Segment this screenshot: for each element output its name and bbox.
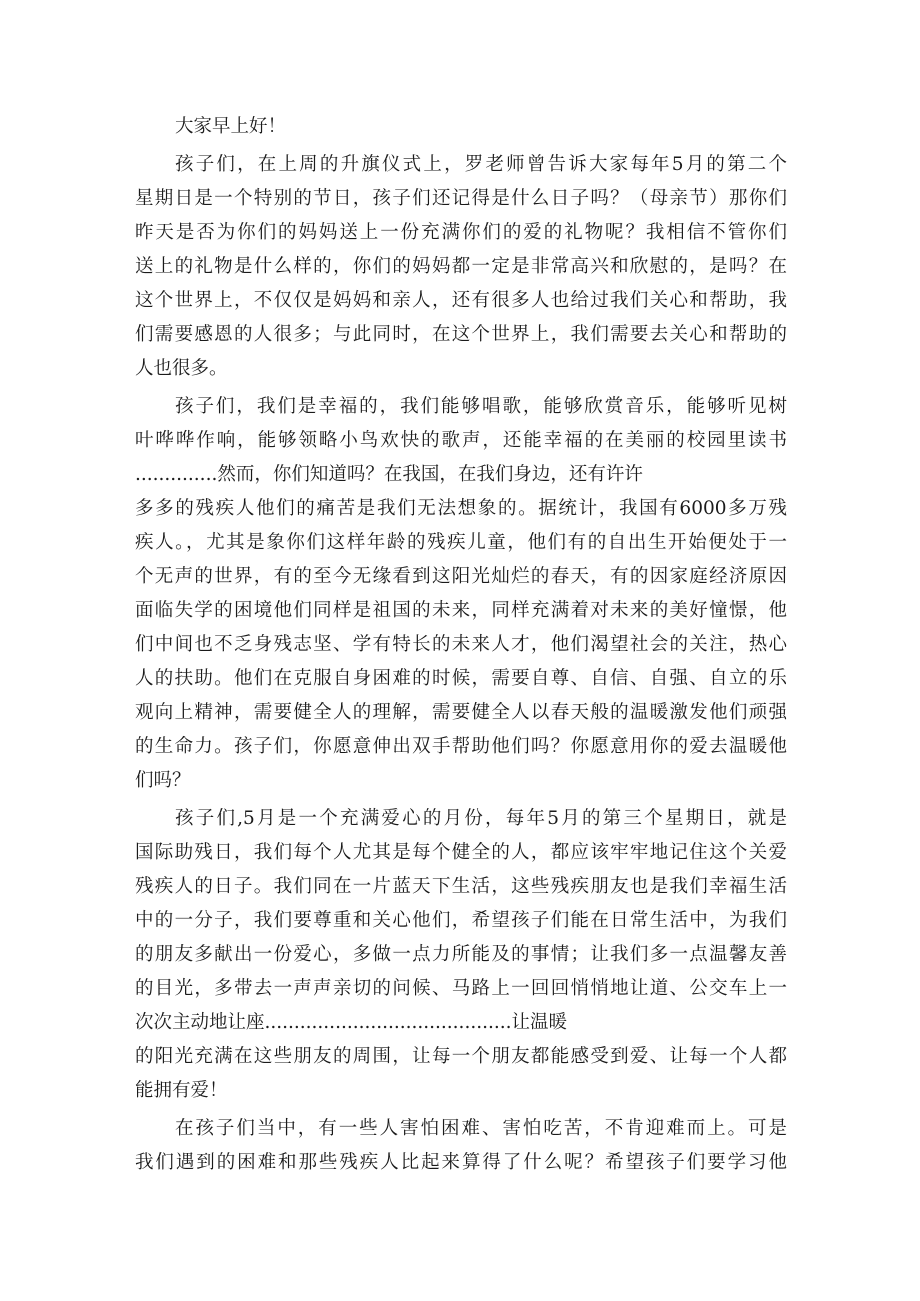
paragraph-4 [135, 1112, 787, 1180]
paragraph-line: 的目光，多带去一声声亲切的问候、马路上一回回悄悄地让道、公交车上一 [135, 978, 787, 999]
paragraph-line: 残疾人的日子。我们同在一片蓝天下生活，这些残疾朋友也是我们幸福生活 [135, 876, 787, 897]
paragraph-line: 能拥有爱！ [135, 1080, 228, 1101]
paragraph-line: 人也很多。 [135, 358, 228, 379]
paragraph-line: ..............然而，你们知道吗？在我国，在我们身边，还有许许 [135, 464, 643, 485]
paragraph-line: 送上的礼物是什么样的，你们的妈妈都一定是非常高兴和欣慰的，是吗？在 [135, 256, 787, 277]
paragraph-1 [135, 148, 787, 386]
paragraph-line: 这个世界上，不仅仅是妈妈和亲人，还有很多人也给过我们关心和帮助，我 [135, 290, 787, 311]
paragraph-line: 孩子们,5月是一个充满爱心的月份，每年5月的第三个星期日，就是 [175, 808, 787, 829]
paragraph-line: 们吗？ [135, 770, 191, 791]
paragraph-line: 国际助残日，我们每个人尤其是每个健全的人，都应该牢牢地记住这个关爱 [135, 842, 787, 863]
paragraph-line: 多多的残疾人他们的痛苦是我们无法想象的。据统计，我国有6000多万残 [135, 498, 787, 519]
paragraph-line: 孩子们，我们是幸福的，我们能够唱歌，能够欣赏音乐，能够听见树 [175, 396, 787, 417]
paragraph-line: 们中间也不乏身残志坚、学有特长的未来人才，他们渴望社会的关注，热心 [135, 634, 787, 655]
paragraph-line: 昨天是否为你们的妈妈送上一份充满你们的爱的礼物呢？我相信不管你们 [135, 222, 787, 243]
paragraph-line: 的阳光充满在这些朋友的周围，让每一个朋友都能感受到爱、让每一个人都 [135, 1046, 787, 1067]
paragraph-line: 面临失学的困境他们同样是祖国的未来，同样充满着对未来的美好憧憬，他 [135, 600, 787, 621]
paragraph-2 [135, 390, 787, 798]
paragraph-line: 们需要感恩的人很多；与此同时，在这个世界上，我们需要去关心和帮助的 [135, 324, 787, 345]
paragraph-line: 的生命力。孩子们，你愿意伸出双手帮助他们吗？你愿意用你的爱去温暖他 [135, 736, 787, 757]
paragraph-line: 在孩子们当中，有一些人害怕困难、害怕吃苦，不肯迎难而上。可是 [175, 1118, 787, 1139]
paragraph-line: 孩子们，在上周的升旗仪式上，罗老师曾告诉大家每年5月的第二个 [175, 154, 787, 175]
paragraph-line: 的朋友多献出一份爱心，多做一点力所能及的事情；让我们多一点温馨友善 [135, 944, 787, 965]
paragraph-line: 个无声的世界，有的至今无缘看到这阳光灿烂的春天，有的因家庭经济原因 [135, 566, 787, 587]
paragraph-line: 次次主动地让座..........................................让温暖 [135, 1012, 567, 1033]
document-body [135, 110, 787, 1180]
paragraph-line: 叶哗哗作响，能够领略小鸟欢快的歌声，还能幸福的在美丽的校园里读书 [135, 430, 787, 451]
paragraph-line: 观向上精神，需要健全人的理解，需要健全人以春天般的温暖激发他们顽强 [135, 702, 787, 723]
greeting: 大家早上好！ [175, 116, 287, 137]
paragraph-line: 中的一分子，我们要尊重和关心他们，希望孩子们能在日常生活中，为我们 [135, 910, 787, 931]
paragraph-3 [135, 802, 787, 1108]
paragraph-line: 我们遇到的困难和那些残疾人比起来算得了什么呢？希望孩子们要学习他 [135, 1152, 787, 1173]
paragraph-line: 人的扶助。他们在克服自身困难的时候，需要自尊、自信、自强、自立的乐 [135, 668, 787, 689]
paragraph-line: 疾人。，尤其是象你们这样年龄的残疾儿童，他们有的自出生开始便处于一 [135, 532, 787, 553]
paragraph-line: 星期日是一个特别的节日，孩子们还记得是什么日子吗？（母亲节）那你们 [135, 188, 787, 209]
